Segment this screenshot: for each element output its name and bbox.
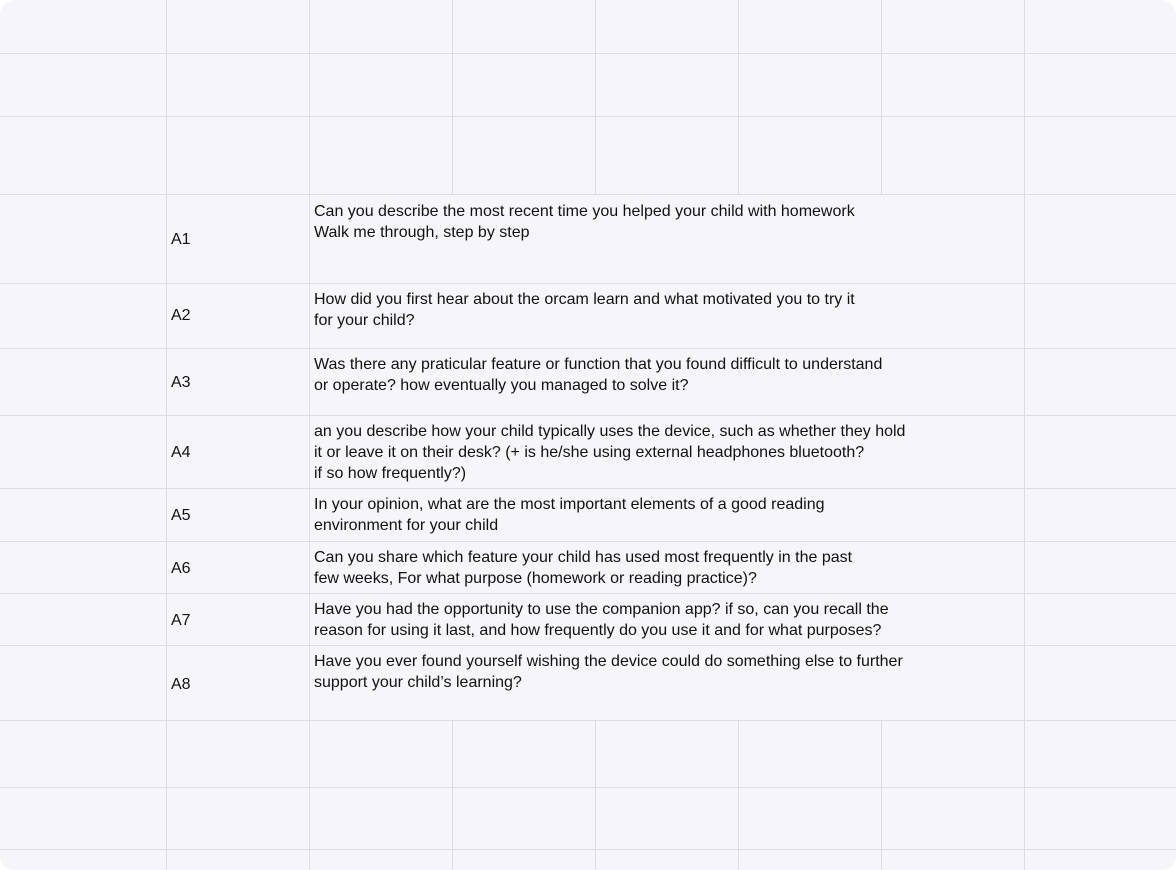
question-code-cell[interactable]: A4 bbox=[171, 444, 191, 461]
question-text-cell[interactable]: Can you describe the most recent time you helped your child with homework Walk me through, step by step bbox=[314, 203, 855, 241]
grid-row-line bbox=[0, 53, 1176, 54]
question-code-cell[interactable]: A7 bbox=[171, 612, 191, 629]
question-text-cell[interactable]: In your opinion, what are the most important elements of a good reading environment for your child bbox=[314, 496, 825, 534]
question-code-cell[interactable]: A8 bbox=[171, 676, 191, 693]
question-code-cell[interactable]: A3 bbox=[171, 374, 191, 391]
grid-row-line bbox=[0, 348, 1176, 349]
question-text-cell[interactable]: an you describe how your child typically uses the device, such as whether they hold it or leave it on their desk? (+ is he/she using external headphones bluetooth? if so how frequently?) bbox=[314, 423, 906, 482]
grid-row-line bbox=[0, 593, 1176, 594]
question-code-cell[interactable]: A1 bbox=[171, 231, 191, 248]
grid-row-line bbox=[0, 283, 1176, 284]
grid-column-line bbox=[166, 0, 167, 870]
question-code-cell[interactable]: A2 bbox=[171, 307, 191, 324]
question-text-cell[interactable]: Have you ever found yourself wishing the device could do something else to further support your child’s learning? bbox=[314, 653, 903, 691]
grid-row-line bbox=[0, 116, 1176, 117]
question-text-cell[interactable]: Was there any praticular feature or function that you found difficult to understand or operate? how eventually you managed to solve it? bbox=[314, 356, 883, 394]
question-text-cell[interactable]: How did you first hear about the orcam learn and what motivated you to try it for your child? bbox=[314, 291, 855, 329]
grid-column-line bbox=[1024, 0, 1025, 870]
grid-row-line bbox=[0, 541, 1176, 542]
grid-row-line bbox=[0, 194, 1176, 195]
question-text-cell[interactable]: Can you share which feature your child has used most frequently in the past few weeks, For what purpose (homework or reading practice)? bbox=[314, 549, 853, 587]
grid-row-line bbox=[0, 488, 1176, 489]
grid-row-line bbox=[0, 849, 1176, 850]
question-text-cell[interactable]: Have you had the opportunity to use the companion app? if so, can you recall the reason for using it last, and how frequently do you use it and for what purposes? bbox=[314, 601, 889, 639]
question-code-cell[interactable]: A5 bbox=[171, 507, 191, 524]
grid-row-line bbox=[0, 645, 1176, 646]
grid-row-line bbox=[0, 415, 1176, 416]
grid-row-line bbox=[0, 720, 1176, 721]
question-code-cell[interactable]: A6 bbox=[171, 560, 191, 577]
grid-row-line bbox=[0, 787, 1176, 788]
